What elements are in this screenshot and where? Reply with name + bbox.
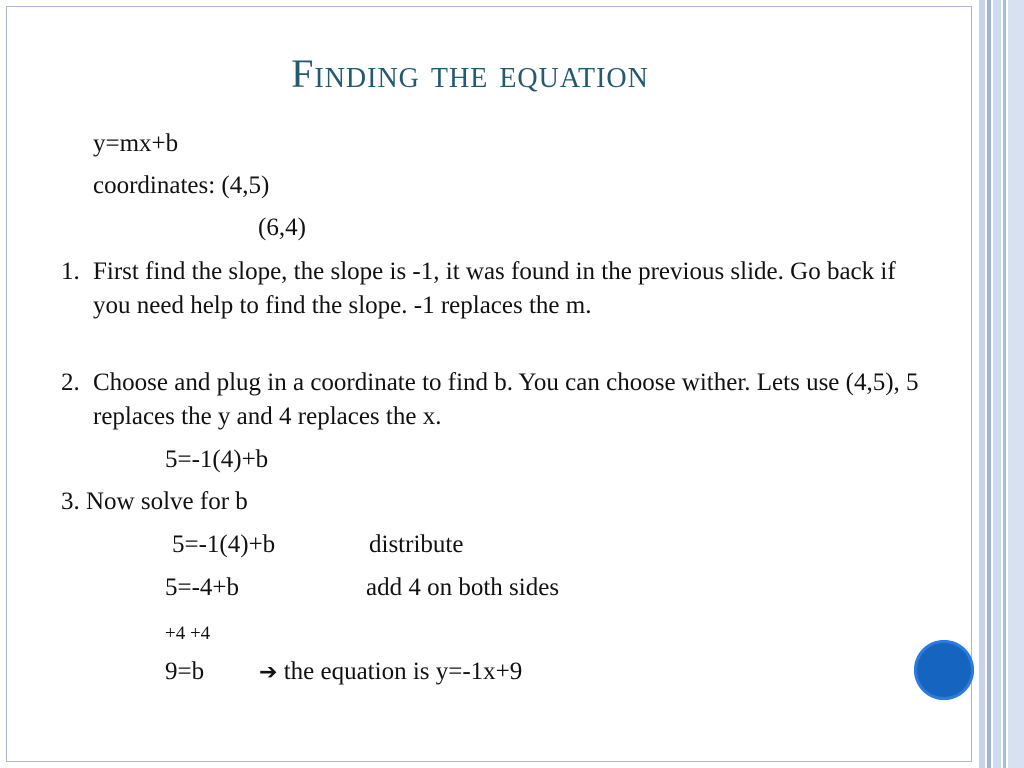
equation-5: 9=b <box>165 658 205 685</box>
step-2 <box>61 366 923 434</box>
side-band <box>1003 0 1006 768</box>
side-band <box>993 0 1001 768</box>
nav-circle-button[interactable] <box>914 640 974 700</box>
step-2-text: Choose and plug in a coordinate to find b. You can choose wither. Lets use (4,5), 5 replaces the y and 4 replaces the x. <box>93 369 919 430</box>
step-1-number: 1. <box>61 258 80 285</box>
step-3: 3. Now solve for b <box>61 488 248 515</box>
formula-line: y=mx+b <box>93 130 179 157</box>
step-1-text: First find the slope, the slope is -1, it was found in the previous slide. Go back if you need help to find the slope. -1 replaces the m. <box>93 258 896 319</box>
coordinate-2: (6,4) <box>258 214 306 241</box>
side-band <box>979 0 985 768</box>
step-2-number: 2. <box>61 369 80 396</box>
coordinates-line: coordinates: (4,5) <box>93 172 270 199</box>
side-band <box>1008 0 1024 768</box>
arrow-right-icon: ➔ <box>259 660 278 685</box>
equation-1: 5=-1(4)+b <box>165 446 269 473</box>
equation-2: 5=-1(4)+b <box>172 531 276 558</box>
equation-4: +4 +4 <box>165 623 211 644</box>
equation-2-note: distribute <box>369 531 464 558</box>
equation-3-note: add 4 on both sides <box>366 574 560 601</box>
slide-title: Finding the equation <box>291 51 649 96</box>
step-1 <box>61 255 923 323</box>
result-text: the equation is y=-1x+9 <box>283 658 523 685</box>
side-band <box>987 0 991 768</box>
equation-3: 5=-4+b <box>165 574 240 601</box>
result-line <box>259 655 522 690</box>
